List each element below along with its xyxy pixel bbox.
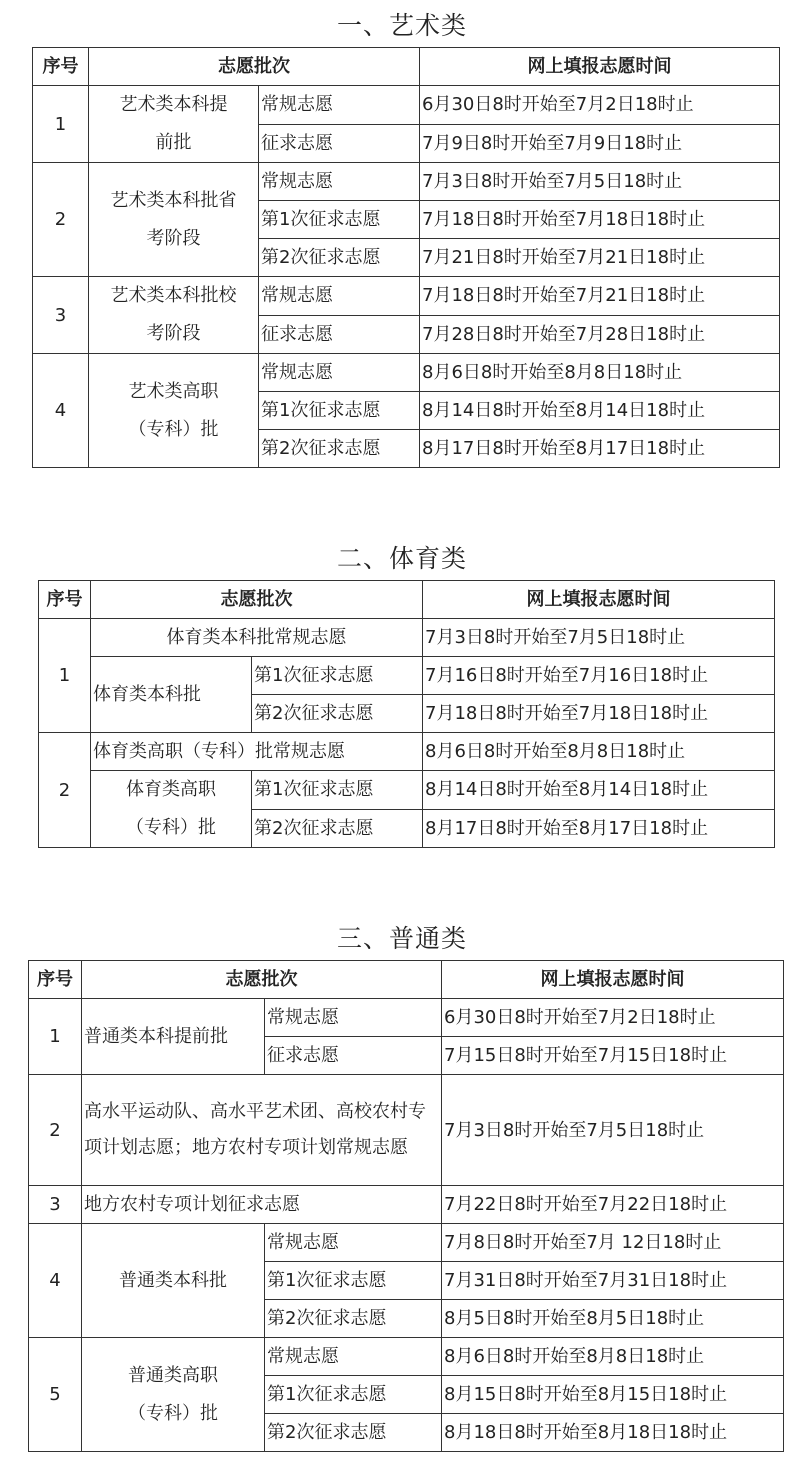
regular-batch: 体育类高职（专科）批常规志愿 (91, 733, 423, 771)
volunteer-type: 征求志愿 (259, 124, 420, 163)
section-title-general: 三、普通类 (336, 924, 467, 953)
fill-time: 8月6日8时开始至8月8日18时止 (423, 733, 775, 771)
table-row (33, 354, 780, 392)
table-row (33, 163, 780, 201)
volunteer-type: 常规志愿 (265, 1224, 442, 1262)
volunteer-type: 第1次征求志愿 (259, 392, 420, 430)
fill-time: 8月18日8时开始至8月18日18时止 (442, 1414, 784, 1452)
table-row (39, 733, 775, 771)
fill-time: 8月14日8时开始至8月14日18时止 (423, 771, 775, 810)
table-header-row (33, 48, 780, 86)
fill-time: 7月22日8时开始至7月22日18时止 (442, 1186, 784, 1224)
fill-time: 8月6日8时开始至8月8日18时止 (420, 354, 780, 392)
volunteer-type: 常规志愿 (265, 999, 442, 1037)
table-row (29, 1224, 784, 1262)
table-header-row (29, 961, 784, 999)
volunteer-type: 第1次征求志愿 (265, 1376, 442, 1414)
table-row (29, 1338, 784, 1376)
fill-time: 7月3日8时开始至7月5日18时止 (423, 619, 775, 657)
row-no: 1 (29, 999, 82, 1075)
general-schedule-table (28, 960, 784, 1452)
section-title-art: 一、艺术类 (336, 11, 467, 40)
volunteer-type: 常规志愿 (265, 1338, 442, 1376)
header-batch: 志愿批次 (82, 961, 442, 999)
header-no: 序号 (33, 48, 89, 86)
fill-time: 8月5日8时开始至8月5日18时止 (442, 1300, 784, 1338)
volunteer-type: 常规志愿 (259, 86, 420, 125)
fill-time: 8月15日8时开始至8月15日18时止 (442, 1376, 784, 1414)
table-row (39, 657, 775, 695)
volunteer-type: 常规志愿 (259, 163, 420, 201)
batch-name: 艺术类本科批校考阶段 (89, 277, 259, 354)
row-no: 1 (39, 619, 91, 733)
row-no: 2 (33, 163, 89, 277)
table-row (33, 277, 780, 316)
row-no: 4 (29, 1224, 82, 1338)
fill-time: 7月28日8时开始至7月28日18时止 (420, 315, 780, 354)
batch-name: 地方农村专项计划征求志愿 (82, 1186, 442, 1224)
fill-time: 7月8日8时开始至7月 12日18时止 (442, 1224, 784, 1262)
fill-time: 7月3日8时开始至7月5日18时止 (420, 163, 780, 201)
fill-time: 7月18日8时开始至7月21日18时止 (420, 277, 780, 316)
volunteer-type: 第2次征求志愿 (259, 239, 420, 277)
fill-time: 7月18日8时开始至7月18日18时止 (420, 201, 780, 239)
row-no: 4 (33, 354, 89, 468)
volunteer-type: 第2次征求志愿 (265, 1414, 442, 1452)
volunteer-type: 常规志愿 (259, 277, 420, 316)
section-title-sports: 二、体育类 (336, 544, 467, 573)
fill-time: 8月14日8时开始至8月14日18时止 (420, 392, 780, 430)
volunteer-type: 第1次征求志愿 (252, 771, 423, 810)
fill-time: 7月15日8时开始至7月15日18时止 (442, 1037, 784, 1075)
batch-name: 高水平运动队、高水平艺术团、高校农村专项计划志愿；地方农村专项计划常规志愿 (82, 1075, 442, 1186)
batch-name: 普通类本科提前批 (82, 999, 265, 1075)
batch-name: 普通类高职（专科）批 (82, 1338, 265, 1452)
fill-time: 8月17日8时开始至8月17日18时止 (420, 430, 780, 468)
row-no: 1 (33, 86, 89, 163)
volunteer-type: 第1次征求志愿 (252, 657, 423, 695)
header-no: 序号 (39, 581, 91, 619)
volunteer-type: 第2次征求志愿 (252, 809, 423, 848)
batch-name: 普通类本科批 (82, 1224, 265, 1338)
art-schedule-table (32, 47, 780, 468)
table-row (39, 619, 775, 657)
table-row (29, 1075, 784, 1186)
regular-batch: 体育类本科批常规志愿 (91, 619, 423, 657)
volunteer-type: 第2次征求志愿 (259, 430, 420, 468)
fill-time: 6月30日8时开始至7月2日18时止 (420, 86, 780, 125)
fill-time: 6月30日8时开始至7月2日18时止 (442, 999, 784, 1037)
table-header-row (39, 581, 775, 619)
header-no: 序号 (29, 961, 82, 999)
table-row (29, 1186, 784, 1224)
table-row (29, 999, 784, 1037)
table-row (33, 86, 780, 125)
volunteer-type: 征求志愿 (259, 315, 420, 354)
fill-time: 8月17日8时开始至8月17日18时止 (423, 809, 775, 848)
header-time: 网上填报志愿时间 (420, 48, 780, 86)
header-batch: 志愿批次 (91, 581, 423, 619)
row-no: 3 (29, 1186, 82, 1224)
volunteer-type: 常规志愿 (259, 354, 420, 392)
header-time: 网上填报志愿时间 (423, 581, 775, 619)
fill-time: 7月3日8时开始至7月5日18时止 (442, 1075, 784, 1186)
row-no: 3 (33, 277, 89, 354)
batch-name: 体育类本科批 (91, 657, 252, 733)
header-time: 网上填报志愿时间 (442, 961, 784, 999)
fill-time: 7月21日8时开始至7月21日18时止 (420, 239, 780, 277)
batch-name: 艺术类本科批省考阶段 (89, 163, 259, 277)
sports-schedule-table (38, 580, 775, 848)
fill-time: 8月6日8时开始至8月8日18时止 (442, 1338, 784, 1376)
row-no: 2 (39, 733, 91, 848)
batch-name: 艺术类高职（专科）批 (89, 354, 259, 468)
volunteer-type: 第2次征求志愿 (252, 695, 423, 733)
fill-time: 7月9日8时开始至7月9日18时止 (420, 124, 780, 163)
batch-name: 体育类高职（专科）批 (91, 771, 252, 848)
volunteer-type: 第1次征求志愿 (265, 1262, 442, 1300)
fill-time: 7月31日8时开始至7月31日18时止 (442, 1262, 784, 1300)
volunteer-type: 第2次征求志愿 (265, 1300, 442, 1338)
volunteer-type: 征求志愿 (265, 1037, 442, 1075)
row-no: 5 (29, 1338, 82, 1452)
table-row (39, 771, 775, 810)
row-no: 2 (29, 1075, 82, 1186)
fill-time: 7月18日8时开始至7月18日18时止 (423, 695, 775, 733)
batch-name: 艺术类本科提前批 (89, 86, 259, 163)
fill-time: 7月16日8时开始至7月16日18时止 (423, 657, 775, 695)
header-batch: 志愿批次 (89, 48, 420, 86)
volunteer-type: 第1次征求志愿 (259, 201, 420, 239)
